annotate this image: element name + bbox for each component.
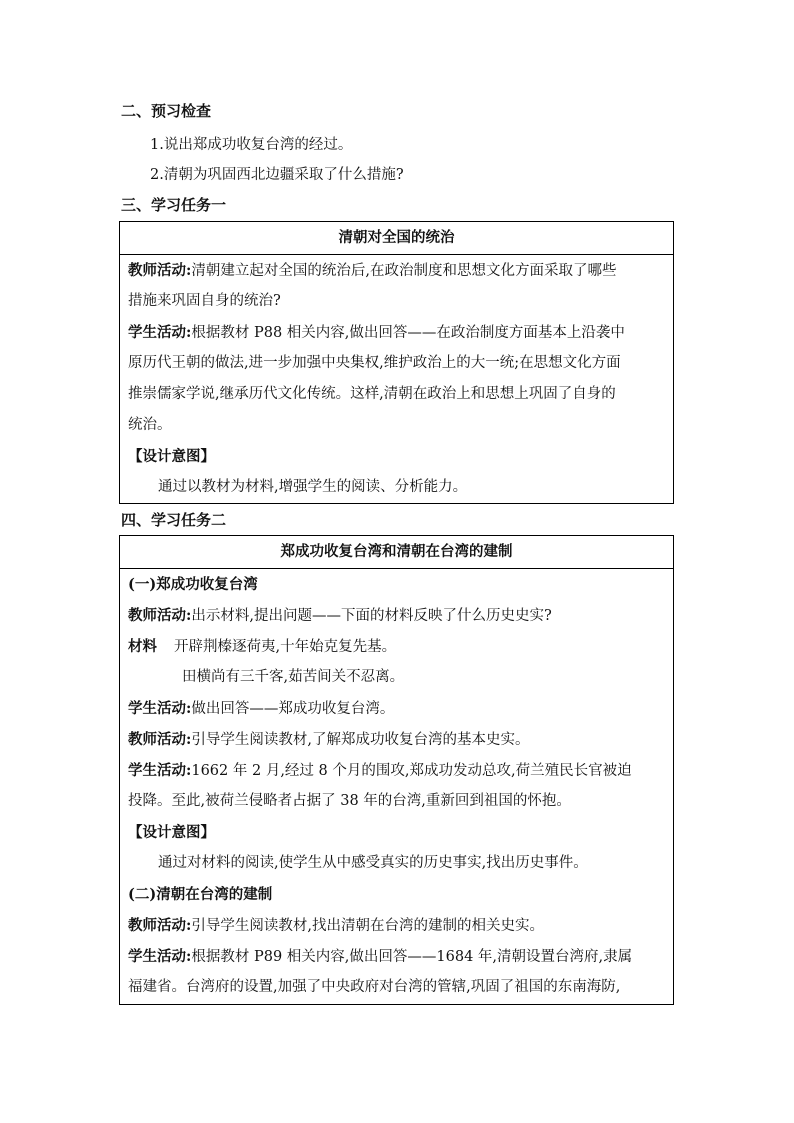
section-heading-task-2: 四、学习任务二 bbox=[121, 511, 227, 529]
material-label: 材料 bbox=[128, 638, 157, 655]
student-activity-1 bbox=[128, 693, 665, 724]
teacher-activity-text: 出示材料,提出问题——下面的材料反映了什么历史史实? bbox=[191, 608, 552, 624]
question-2: 2.清朝为巩固西北边疆采取了什么措施? bbox=[150, 167, 404, 183]
task-2-table bbox=[119, 535, 674, 1005]
teacher-activity-text: 清朝建立起对全国的统治后,在政治制度和思想文化方面采取了哪些 bbox=[191, 263, 617, 279]
student-activity-line-1 bbox=[128, 317, 665, 348]
teacher-activity-label: 教师活动: bbox=[128, 262, 192, 279]
design-intent-text: 通过对材料的阅读,使学生从中感受真实的历史事实,找出历史事件。 bbox=[158, 855, 588, 871]
student-activity-label: 学生活动: bbox=[128, 762, 192, 779]
student-activity-text: 根据教材 P88 相关内容,做出回答——在政治制度方面基本上沿袭中 bbox=[191, 325, 625, 341]
section-heading-preview-check: 二、预习检查 bbox=[121, 102, 212, 120]
student-activity-text: 做出回答——郑成功收复台湾。 bbox=[191, 701, 395, 717]
teacher-activity-label: 教师活动: bbox=[128, 607, 192, 624]
material-poem-line-1: 开辟荆榛逐荷夷,十年始克复先基。 bbox=[174, 639, 397, 655]
teacher-activity-text: 引导学生阅读教材,找出清朝在台湾的建制的相关史实。 bbox=[191, 918, 544, 934]
student-activity-text: 1662 年 2 月,经过 8 个月的围攻,郑成功发动总攻,荷兰殖民长官被迫 bbox=[191, 763, 632, 779]
teacher-activity-line-1 bbox=[128, 255, 665, 286]
student-activity-line-4: 统治。 bbox=[128, 417, 172, 433]
section-heading-task-1: 三、学习任务一 bbox=[121, 196, 227, 214]
teacher-activity-text: 引导学生阅读教材,了解郑成功收复台湾的基本史实。 bbox=[191, 732, 530, 748]
design-intent-label: 【设计意图】 bbox=[128, 448, 215, 465]
student-activity-label: 学生活动: bbox=[128, 324, 192, 341]
student-activity-label: 学生活动: bbox=[128, 948, 192, 965]
student-activity-3-line-1 bbox=[128, 941, 665, 972]
material-line-2: 田横尚有三千客,茹苦间关不忍离。 bbox=[182, 669, 405, 685]
teacher-activity-1 bbox=[128, 600, 665, 631]
task-1-table-title: 清朝对全国的统治 bbox=[120, 222, 673, 255]
teacher-activity-line-2: 措施来巩固自身的统治? bbox=[128, 293, 281, 309]
student-activity-line-2: 原历代王朝的做法,进一步加强中央集权,维护政治上的大一统;在思想文化方面 bbox=[128, 355, 621, 371]
part-2-title: (二)清朝在台湾的建制 bbox=[128, 886, 273, 903]
teacher-activity-label: 教师活动: bbox=[128, 731, 192, 748]
task-1-table bbox=[119, 221, 674, 504]
student-activity-line-3: 推崇儒家学说,继承历代文化传统。这样,清朝在政治上和思想上巩固了自身的 bbox=[128, 386, 616, 402]
material-line-1 bbox=[128, 631, 665, 662]
student-activity-3-line-2: 福建省。台湾府的设置,加强了中央政府对台湾的管辖,巩固了祖国的东南海防, bbox=[128, 979, 621, 995]
student-activity-label: 学生活动: bbox=[128, 700, 192, 717]
student-activity-2-line-2: 投降。至此,被荷兰侵略者占据了 38 年的台湾,重新回到祖国的怀抱。 bbox=[128, 793, 571, 809]
design-intent-text: 通过以教材为材料,增强学生的阅读、分析能力。 bbox=[158, 479, 468, 495]
teacher-activity-label: 教师活动: bbox=[128, 917, 192, 934]
design-intent-label: 【设计意图】 bbox=[128, 824, 215, 841]
part-1-title: (一)郑成功收复台湾 bbox=[128, 576, 258, 593]
student-activity-2-line-1 bbox=[128, 755, 665, 786]
student-activity-text: 根据教材 P89 相关内容,做出回答——1684 年,清朝设置台湾府,隶属 bbox=[191, 949, 633, 965]
task-1-table-body bbox=[120, 255, 673, 503]
task-2-table-body bbox=[120, 569, 673, 1003]
teacher-activity-3 bbox=[128, 910, 665, 941]
task-2-table-title: 郑成功收复台湾和清朝在台湾的建制 bbox=[120, 536, 673, 569]
question-1: 1.说出郑成功收复台湾的经过。 bbox=[150, 137, 353, 153]
teacher-activity-2 bbox=[128, 724, 665, 755]
